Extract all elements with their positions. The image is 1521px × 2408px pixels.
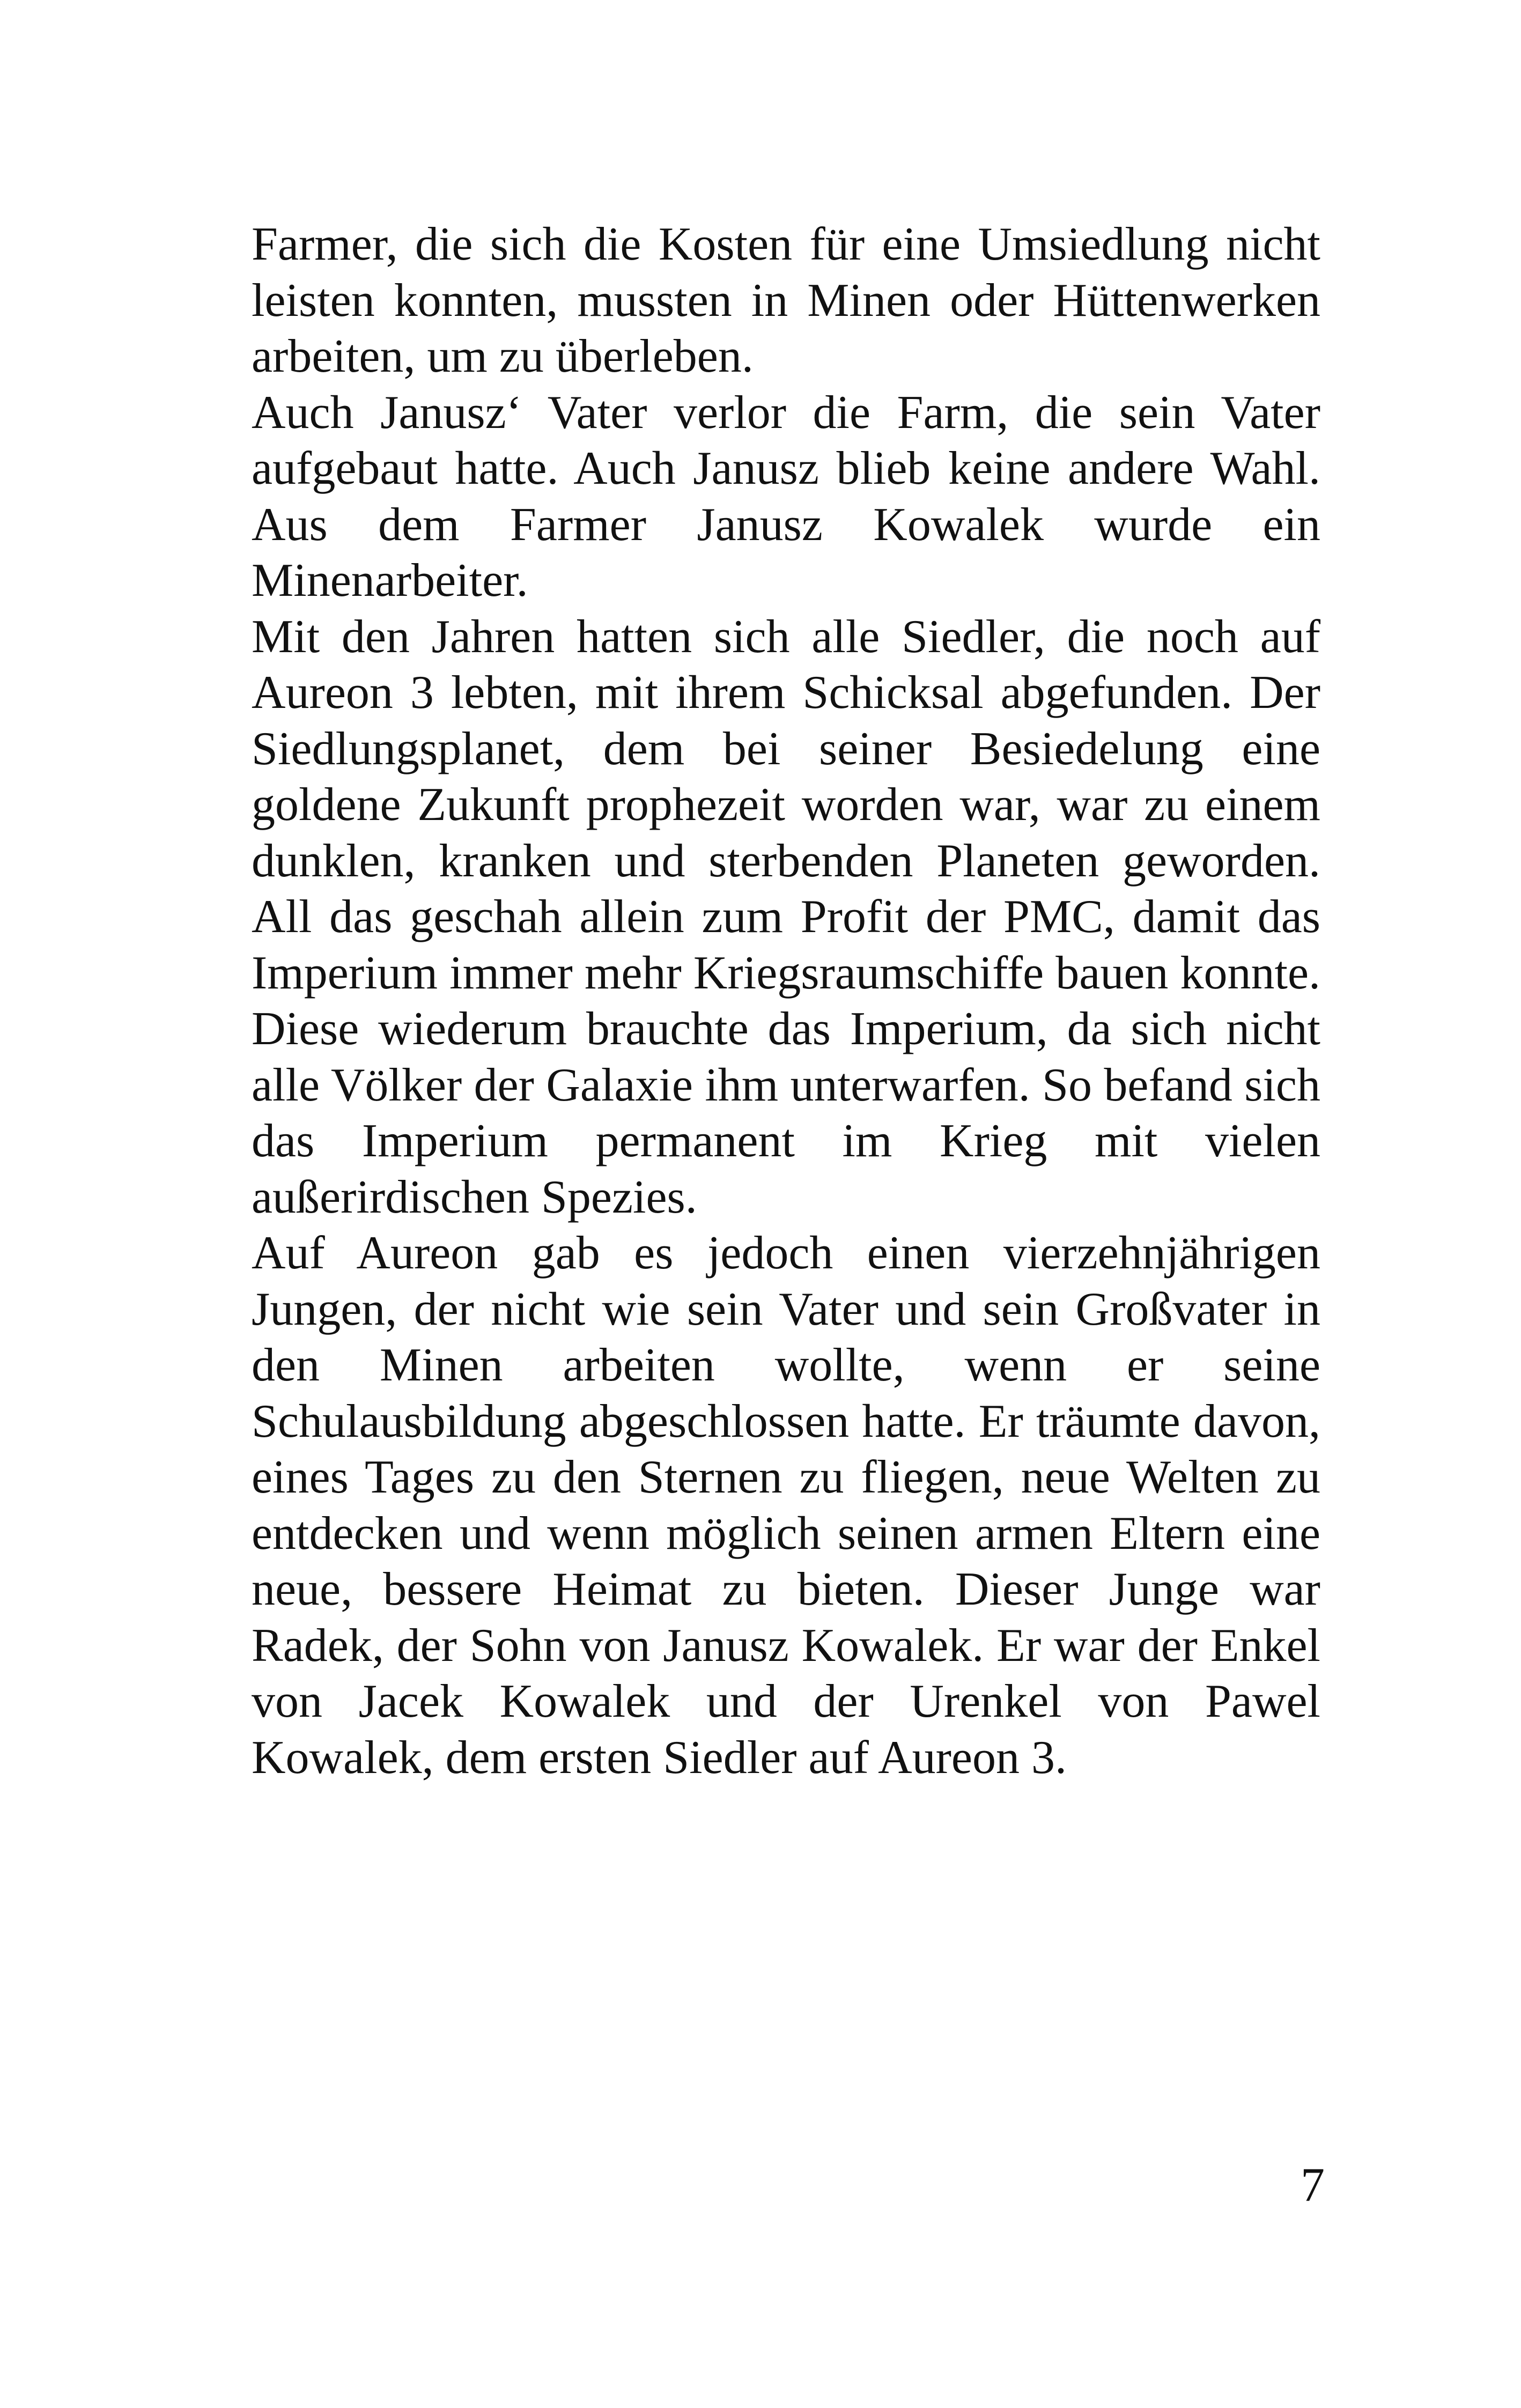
paragraph-1: Farmer, die sich die Kosten für eine Umsiedlung nicht leisten konnten, mussten in Minen oder Hüttenwerken arbeiten, um zu überleben. [252,218,1320,382]
page-number: 7 [1301,2159,1325,2212]
body-text [252,217,1320,1786]
paragraph-4: Auf Aureon gab es jedoch einen vierzehnjährigen Jungen, der nicht wie sein Vater und sein Großvater in den Minen arbeiten wollte, wenn er seine Schulausbildung abgeschlossen hatte. Er träumte davon, eines Tages zu den Sternen zu fliegen, neue Welten zu entdecken und wenn möglich seinen armen Eltern eine neue, bessere Heimat zu bieten. Dieser Junge war Radek, der Sohn von Janusz Kowalek. Er war der Enkel von Jacek Kowalek und der Urenkel von Pawel Kowalek, dem ersten Siedler auf Aureon 3. [252,1227,1320,1784]
paragraph-3: Mit den Jahren hatten sich alle Siedler, die noch auf Aureon 3 lebten, mit ihrem Schicksal abgefunden. Der Siedlungsplanet, dem bei seiner Besiedelung eine goldene Zukunft prophezeit worden war, war zu einem dunklen, kranken und sterbenden Planeten geworden. All das geschah allein zum Profit der PMC, damit das Imperium immer mehr Kriegsraumschiffe bauen konnte. Diese wiederum brauchte das Imperium, da sich nicht alle Völker der Galaxie ihm unterwarfen. So befand sich das Imperium permanent im Krieg mit vielen außerirdischen Spezies. [252,610,1320,1223]
paragraph-2: Auch Janusz‘ Vater verlor die Farm, die sein Vater aufgebaut hatte. Auch Janusz blieb keine andere Wahl. Aus dem Farmer Janusz Kowalek wurde ein Minenarbeiter. [252,386,1320,607]
